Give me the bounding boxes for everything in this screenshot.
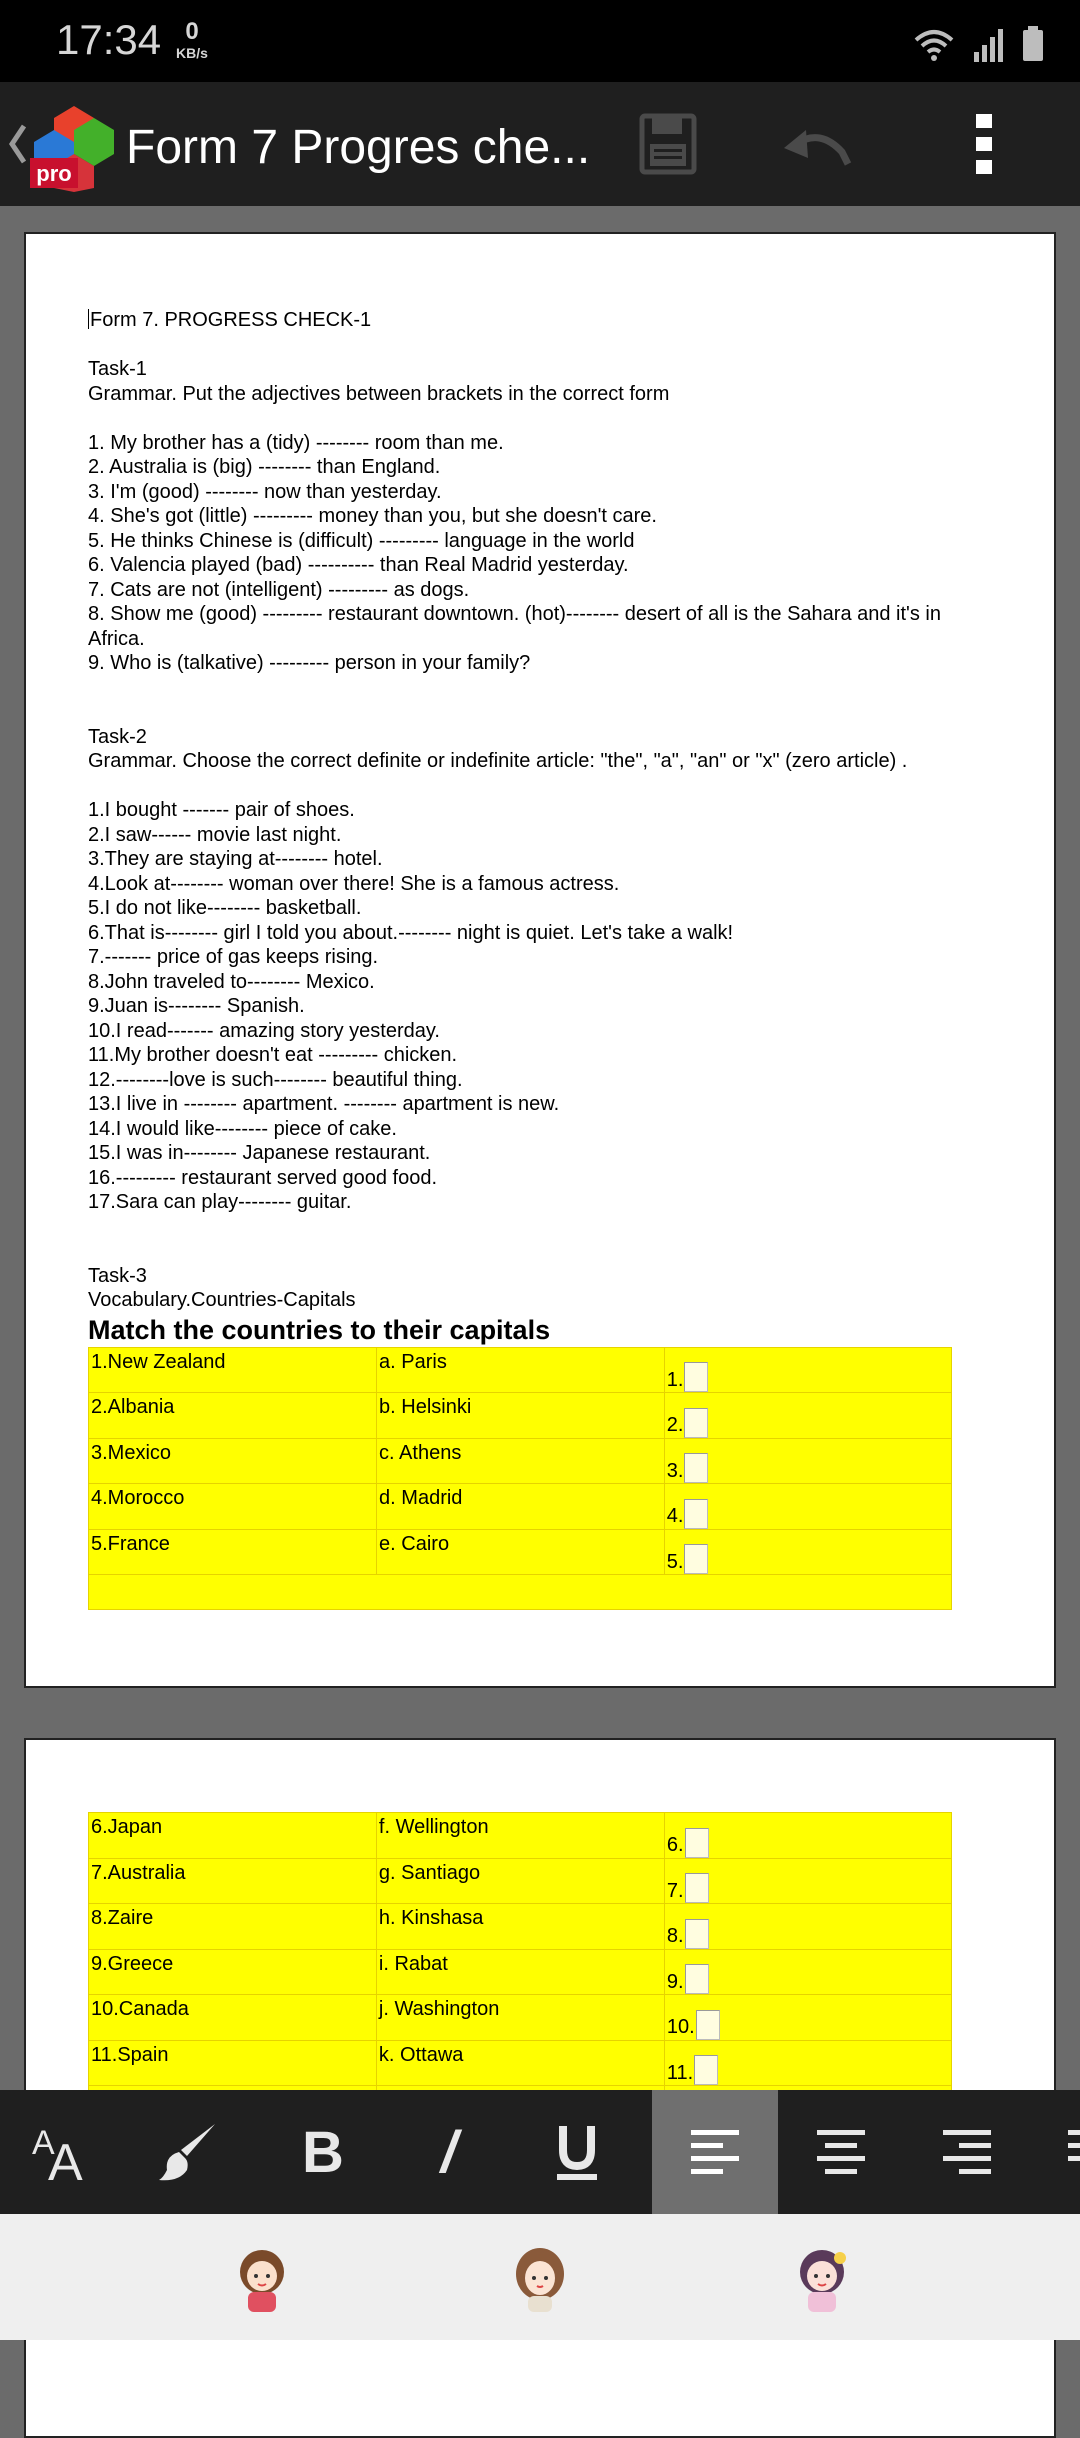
answer-number: 7. bbox=[666, 1879, 684, 1902]
list-item: 7. Cats are not (intelligent) --------- as dogs. bbox=[88, 578, 470, 601]
capital-cell[interactable]: h. Kinshasa bbox=[376, 1904, 664, 1950]
answer-cell[interactable] bbox=[664, 1949, 951, 1995]
table-row bbox=[89, 1484, 952, 1530]
answer-number: 5. bbox=[666, 1550, 684, 1573]
network-speed-value: 0 bbox=[185, 18, 199, 45]
wifi-icon bbox=[914, 28, 954, 62]
answer-checkbox[interactable] bbox=[696, 2010, 720, 2040]
list-item: 1.I bought ------- pair of shoes. bbox=[88, 799, 355, 821]
list-item: 6.That is-------- girl I told you about.-------- night is quiet. Let's take a walk! bbox=[88, 921, 734, 944]
task1-instruction: Grammar. Put the adjectives between brackets in the correct form bbox=[88, 382, 670, 405]
table-row bbox=[89, 1813, 952, 1859]
capital-cell[interactable]: b. Helsinki bbox=[377, 1393, 665, 1439]
answer-number: 9. bbox=[666, 1970, 684, 1993]
list-item: 8. Show me (good) --------- restaurant downtown. (hot)-------- desert of all is the Sahara and it's in Africa. bbox=[88, 603, 941, 650]
align-right-button[interactable] bbox=[904, 2090, 1030, 2214]
list-item: 16.--------- restaurant served good food. bbox=[88, 1166, 438, 1189]
back-avatar-icon[interactable] bbox=[790, 2244, 854, 2314]
country-cell[interactable]: 10.Canada bbox=[89, 1995, 377, 2041]
answer-checkbox[interactable] bbox=[684, 1544, 708, 1574]
answer-cell[interactable] bbox=[664, 1858, 951, 1904]
capital-cell[interactable]: e. Cairo bbox=[377, 1529, 665, 1575]
task2-instruction: Grammar. Choose the correct definite or indefinite article: "the", "a", "an" or "x" (zero article) . bbox=[88, 750, 908, 772]
list-item: 13.I live in -------- apartment. -------- apartment is new. bbox=[88, 1093, 560, 1115]
font-size-button[interactable] bbox=[0, 2090, 126, 2214]
list-item: 15.I was in-------- Japanese restaurant. bbox=[88, 1142, 431, 1164]
answer-number: 6. bbox=[666, 1834, 684, 1856]
match-heading: Match the countries to their capitals bbox=[88, 1314, 551, 1345]
list-item: 12.--------love is such-------- beautiful thing. bbox=[88, 1068, 463, 1091]
align-center-button[interactable] bbox=[778, 2090, 904, 2214]
list-item: 5. He thinks Chinese is (difficult) --------- language in the world bbox=[88, 529, 635, 552]
answer-checkbox[interactable] bbox=[684, 1408, 708, 1438]
answer-checkbox[interactable] bbox=[685, 1873, 709, 1903]
more-vert-icon[interactable] bbox=[974, 114, 994, 174]
table-row bbox=[89, 1529, 952, 1575]
list-item: 2.I saw------ movie last night. bbox=[88, 823, 342, 846]
align-left-button[interactable] bbox=[652, 2090, 778, 2214]
country-cell[interactable]: 9.Greece bbox=[89, 1949, 377, 1995]
answer-cell[interactable] bbox=[664, 1995, 951, 2041]
align-left-icon bbox=[689, 2128, 741, 2176]
list-item: 6. Valencia played (bad) ---------- than Real Madrid yesterday. bbox=[88, 554, 629, 576]
capital-cell[interactable]: d. Madrid bbox=[377, 1484, 665, 1530]
country-cell[interactable]: 7.Australia bbox=[89, 1858, 377, 1904]
table-row bbox=[89, 1949, 952, 1995]
capital-cell[interactable]: i. Rabat bbox=[376, 1949, 664, 1995]
country-cell[interactable]: 8.Zaire bbox=[89, 1904, 377, 1950]
answer-checkbox[interactable] bbox=[685, 1919, 709, 1949]
country-cell[interactable]: 1.New Zealand bbox=[89, 1347, 377, 1393]
answer-checkbox[interactable] bbox=[685, 1828, 709, 1858]
answer-number: 11. bbox=[666, 2061, 694, 2084]
format-toolbar bbox=[0, 2090, 1080, 2214]
capital-cell[interactable]: a. Paris bbox=[377, 1347, 665, 1393]
align-center-icon bbox=[815, 2128, 867, 2176]
capital-cell[interactable]: j. Washington bbox=[376, 1995, 664, 2041]
answer-cell[interactable] bbox=[664, 2040, 951, 2086]
list-item: 3.They are staying at-------- hotel. bbox=[88, 848, 383, 870]
save-icon[interactable] bbox=[638, 112, 698, 176]
answer-checkbox[interactable] bbox=[684, 1362, 708, 1392]
list-item: 8.John traveled to-------- Mexico. bbox=[88, 970, 375, 993]
signal-icon bbox=[972, 28, 1004, 62]
list-item: 3. I'm (good) -------- now than yesterday. bbox=[88, 480, 442, 503]
home-avatar-icon[interactable] bbox=[508, 2244, 572, 2314]
svg-text:A: A bbox=[32, 2124, 55, 2162]
format-paint-button[interactable] bbox=[126, 2090, 252, 2214]
bold-button[interactable]: B bbox=[302, 2119, 344, 2185]
list-item: 5.I do not like-------- basketball. bbox=[88, 897, 362, 919]
country-cell[interactable]: 3.Mexico bbox=[89, 1438, 377, 1484]
task3-title: Task-3 bbox=[88, 1264, 147, 1287]
task2-items bbox=[88, 798, 998, 1215]
capital-cell[interactable]: k. Ottawa bbox=[376, 2040, 664, 2086]
country-cell[interactable]: 2.Albania bbox=[89, 1393, 377, 1439]
task3-subtitle: Vocabulary.Countries-Capitals bbox=[88, 1289, 356, 1311]
network-speed bbox=[170, 20, 214, 60]
navigation-bar bbox=[0, 2214, 1080, 2340]
list-item: 11.My brother doesn't eat --------- chicken. bbox=[88, 1044, 458, 1066]
page-2-text[interactable] bbox=[88, 1812, 998, 2132]
answer-number: 1. bbox=[666, 1368, 684, 1391]
italic-button[interactable]: / bbox=[440, 2119, 458, 2185]
country-cell[interactable]: 6.Japan bbox=[89, 1813, 377, 1859]
list-item: 9. Who is (talkative) --------- person in your family? bbox=[88, 652, 531, 674]
list-item: 10.I read------- amazing story yesterday. bbox=[88, 1019, 440, 1042]
form-header-text: Form 7. PROGRESS CHECK-1 bbox=[90, 309, 372, 331]
format-bar-overflow[interactable] bbox=[1066, 2090, 1080, 2214]
table-row bbox=[89, 1438, 952, 1484]
list-item: 2. Australia is (big) -------- than England. bbox=[88, 456, 441, 478]
list-item: 17.Sara can play-------- guitar. bbox=[88, 1191, 352, 1213]
match-table-page-2 bbox=[88, 1812, 952, 2132]
battery-icon bbox=[1022, 26, 1044, 62]
list-item: 7.------- price of gas keeps rising. bbox=[88, 946, 379, 968]
undo-icon[interactable] bbox=[780, 122, 852, 172]
status-bar bbox=[0, 0, 1080, 82]
status-time: 17:34 bbox=[56, 16, 162, 63]
answer-cell[interactable] bbox=[664, 1484, 951, 1530]
format-paint-icon bbox=[157, 2120, 221, 2184]
app-toolbar bbox=[0, 82, 1080, 206]
answer-cell[interactable] bbox=[664, 1904, 951, 1950]
match-table-page-1 bbox=[88, 1347, 952, 1611]
app-logo[interactable] bbox=[30, 104, 118, 192]
answer-number: 4. bbox=[666, 1505, 684, 1527]
text-cursor bbox=[88, 309, 89, 329]
table-row bbox=[89, 1347, 952, 1393]
logo-label: pro bbox=[36, 161, 72, 186]
empty-cell[interactable] bbox=[89, 1575, 952, 1610]
capital-cell[interactable]: g. Santiago bbox=[376, 1858, 664, 1904]
list-item: 1. My brother has a (tidy) -------- room than me. bbox=[88, 431, 504, 454]
answer-checkbox[interactable] bbox=[684, 1453, 708, 1483]
country-cell[interactable]: 5.France bbox=[89, 1529, 377, 1575]
document-title: Form 7 Progres che... bbox=[126, 121, 591, 174]
font-size-icon bbox=[28, 2120, 98, 2184]
svg-text:A: A bbox=[48, 2134, 83, 2184]
underline-button[interactable] bbox=[514, 2090, 640, 2214]
answer-cell[interactable] bbox=[664, 1529, 951, 1575]
table-row bbox=[89, 1393, 952, 1439]
answer-cell[interactable] bbox=[664, 1813, 951, 1859]
answer-number: 3. bbox=[666, 1459, 684, 1482]
align-right-icon bbox=[941, 2128, 993, 2176]
recent-apps-avatar-icon[interactable] bbox=[230, 2244, 294, 2314]
task1-items bbox=[88, 431, 998, 676]
page-1-text[interactable] bbox=[88, 308, 998, 1610]
justify-icon bbox=[1066, 2128, 1080, 2176]
list-item: 14.I would like-------- piece of cake. bbox=[88, 1117, 397, 1140]
answer-cell[interactable] bbox=[664, 1347, 951, 1393]
task2-title: Task-2 bbox=[88, 725, 147, 748]
document-page-1[interactable] bbox=[24, 232, 1056, 1688]
underline-icon bbox=[555, 2122, 599, 2182]
list-item: 4.Look at-------- woman over there! She is a famous actress. bbox=[88, 872, 620, 895]
form-header bbox=[88, 308, 998, 333]
list-item: 4. She's got (little) --------- money than you, but she doesn't care. bbox=[88, 505, 657, 527]
empty-table-row bbox=[89, 1575, 952, 1610]
task1-title: Task-1 bbox=[88, 358, 147, 380]
answer-cell[interactable] bbox=[664, 1393, 951, 1439]
capital-cell[interactable]: f. Wellington bbox=[376, 1813, 664, 1859]
answer-number: 8. bbox=[666, 1925, 684, 1947]
answer-number: 2. bbox=[666, 1414, 684, 1436]
answer-cell[interactable] bbox=[664, 1438, 951, 1484]
network-speed-unit: KB/s bbox=[176, 45, 208, 61]
table-row bbox=[89, 1995, 952, 2041]
answer-number: 10. bbox=[666, 2016, 695, 2038]
table-row bbox=[89, 2040, 952, 2086]
status-icons bbox=[914, 20, 1044, 62]
list-item: 9.Juan is-------- Spanish. bbox=[88, 995, 305, 1017]
answer-checkbox[interactable] bbox=[684, 1499, 708, 1529]
capital-cell[interactable]: c. Athens bbox=[377, 1438, 665, 1484]
answer-checkbox[interactable] bbox=[685, 1964, 709, 1994]
country-cell[interactable]: 4.Morocco bbox=[89, 1484, 377, 1530]
answer-checkbox[interactable] bbox=[694, 2055, 718, 2085]
back-chevron-icon[interactable] bbox=[8, 122, 28, 166]
country-cell[interactable]: 11.Spain bbox=[89, 2040, 377, 2086]
table-row bbox=[89, 1904, 952, 1950]
table-row bbox=[89, 1858, 952, 1904]
